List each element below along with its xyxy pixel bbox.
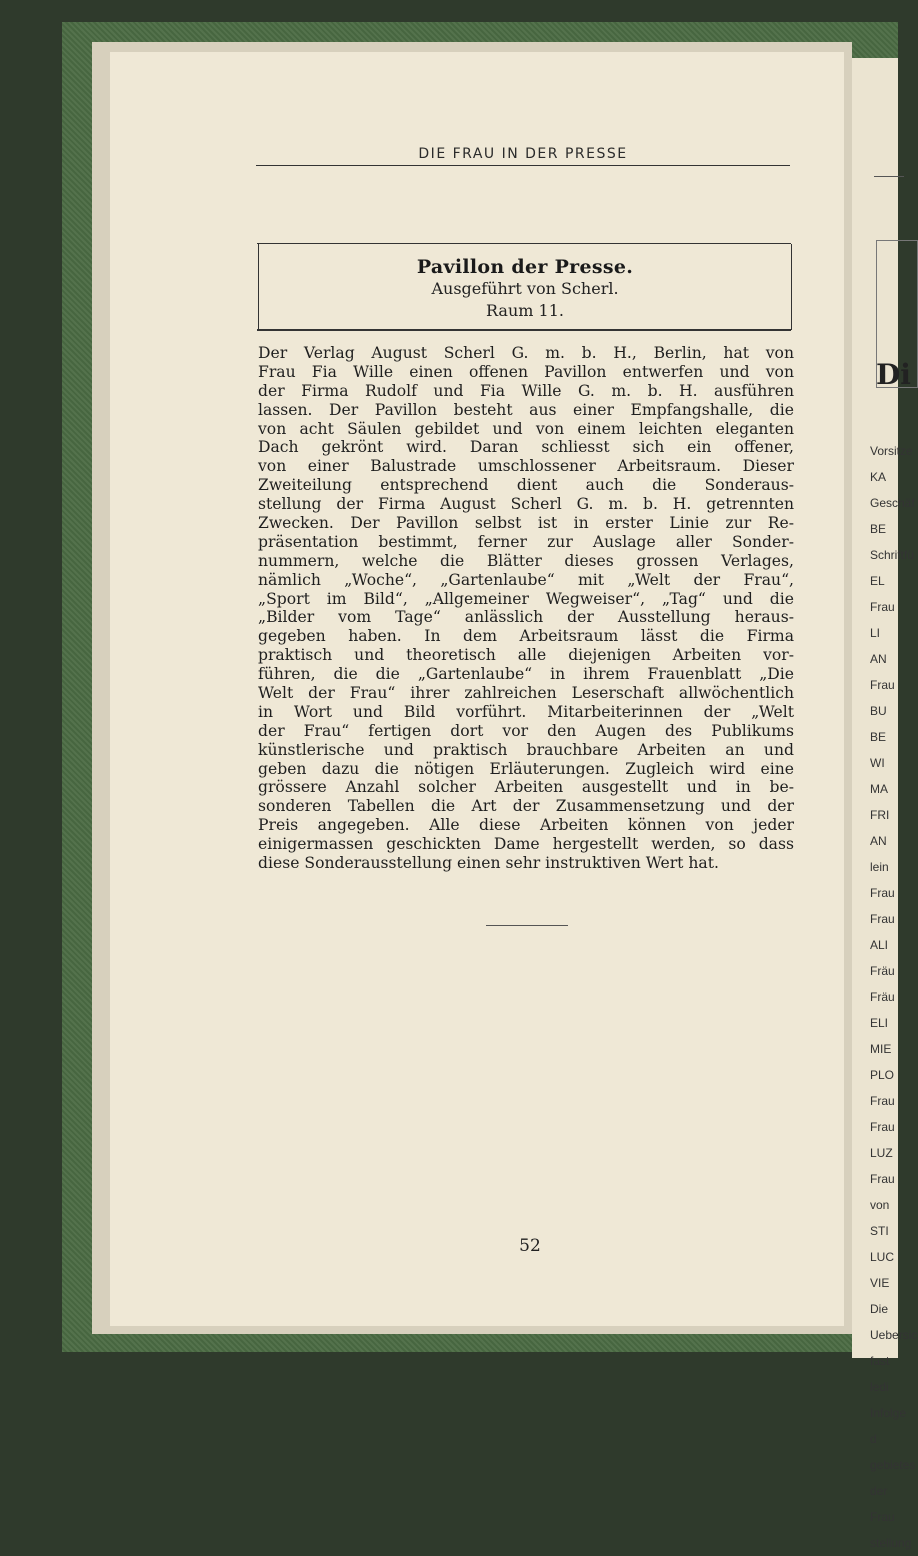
next-page-line: gebietes xyxy=(870,1458,916,1472)
article-room: Raum 11. xyxy=(486,301,564,320)
body-line: „Bilder vom Tage“ anlässlich der Ausstellung heraus- xyxy=(258,608,794,627)
next-page-line: AN xyxy=(870,652,887,666)
next-page-line: Schriftfü xyxy=(870,548,915,562)
next-page-line: WI xyxy=(870,756,885,770)
next-page-line: Frau xyxy=(870,912,895,926)
next-page-line: KA xyxy=(870,470,887,484)
next-page-line: der Frau xyxy=(870,1484,895,1524)
body-line: gegeben haben. In dem Arbeitsraum lässt die Firma xyxy=(258,627,794,646)
body-line: in Wort und Bild vorführt. Mitarbeiterinnen der „Welt xyxy=(258,702,794,721)
body-line: der Frau“ fertigen dort vor den Augen des Publikums xyxy=(258,721,794,740)
body-line: praktisch und theoretisch alle diejenigen Arbeiten vor- xyxy=(258,646,794,665)
body-line: diese Sonderausstellung einen sehr instruktiven Wert hat. xyxy=(258,854,719,873)
title-box-top-rule xyxy=(257,243,791,244)
next-page-line: lein xyxy=(870,860,889,874)
body-line: der Firma Rudolf und Fia Wille G. m. b. H. ausführen xyxy=(258,381,794,400)
next-page-line: Fräu xyxy=(870,964,895,978)
body-line: Frau Fia Wille einen offenen Pavillon entwerfen und von xyxy=(258,362,794,381)
next-page-line: FRI xyxy=(870,808,890,822)
next-page-line: Geschäf xyxy=(870,496,915,510)
running-head: DIE FRAU IN DER PRESSE xyxy=(418,146,628,162)
next-page-line: Infolge d xyxy=(870,1406,907,1446)
body-line: präsentation bestimmt, ferner zur Auslage aller Sonder- xyxy=(258,532,794,551)
next-page-heading: Di xyxy=(876,358,911,391)
next-page-line: Frau xyxy=(870,678,895,692)
body-line: nämlich „Woche“, „Gartenlaube“ mit „Welt der Frau“, xyxy=(258,570,794,589)
next-page-line: AN xyxy=(870,834,887,848)
article-title: Pavillon der Presse. xyxy=(416,256,634,278)
body-line: Zweiteilung entsprechend dient auch die Sonderaus- xyxy=(258,476,794,495)
next-page-line: Frau LI xyxy=(870,600,895,640)
body-line: künstlerische und praktisch brauchbare Arbeiten an und xyxy=(258,740,794,759)
body-line: grössere Anzahl solcher Arbeiten ausgestellt und in be- xyxy=(258,778,794,797)
next-page-line: BE xyxy=(870,730,887,744)
next-page-line: Frau xyxy=(870,886,895,900)
next-page-line: Uebersic xyxy=(870,1328,918,1342)
page-number: 52 xyxy=(519,1236,541,1256)
next-page-line: BE xyxy=(870,522,887,536)
next-page-line: EL xyxy=(870,574,885,588)
body-line: von einer Balustrade umschlossener Arbeitsraum. Dieser xyxy=(258,457,794,476)
body-line: Welt der Frau“ ihrer zahlreichen Leserschaft allwöchentlich xyxy=(258,684,794,703)
next-page-text xyxy=(870,438,918,1556)
next-page-line: VIE xyxy=(870,1276,890,1290)
body-line: nummern, welche die Blätter dieses grossen Verlages, xyxy=(258,551,794,570)
body-line: einigermassen geschickten Dame hergestellt werden, so dass xyxy=(258,835,794,854)
next-page-line: STI xyxy=(870,1224,889,1238)
title-box xyxy=(258,244,792,330)
body-line: sonderen Tabellen die Art der Zusammensetzung und der xyxy=(258,797,794,816)
body-line: lassen. Der Pavillon besteht aus einer Empfangshalle, die xyxy=(258,400,794,419)
next-page-line: LUC xyxy=(870,1250,895,1264)
body-line: Der Verlag August Scherl G. m. b. H., Berlin, hat von xyxy=(258,344,794,362)
next-page-line: ELI xyxy=(870,1016,889,1030)
body-line: Preis angegeben. Alle diese Arbeiten können von jeder xyxy=(258,816,794,835)
body-line: Dach gekrönt wird. Daran schliesst sich ein offener, xyxy=(258,438,794,457)
next-page-line: fast ledi xyxy=(870,1354,890,1394)
next-page-line: PLO xyxy=(870,1068,895,1082)
next-page-line: von xyxy=(870,1198,890,1212)
body-line: stellung der Firma August Scherl G. m. b. H. getrennten xyxy=(258,495,794,514)
next-page-line: Fräu xyxy=(870,990,895,1004)
next-page-line: MIE xyxy=(870,1042,892,1056)
article-subtitle: Ausgeführt von Scherl. xyxy=(431,279,619,298)
next-page-line: ALI xyxy=(870,938,889,952)
body-line: Zwecken. Der Pavillon selbst ist in erster Linie zur Re- xyxy=(258,514,794,533)
body-line: geben dazu die nötigen Erläuterungen. Zugleich wird eine xyxy=(258,759,794,778)
next-page-line: Frau xyxy=(870,1120,895,1134)
body-line: von acht Säulen gebildet und von einem leichten eleganten xyxy=(258,419,794,438)
next-page-edge xyxy=(852,58,918,1550)
running-head-rule xyxy=(256,165,790,166)
next-page-rule xyxy=(874,176,904,177)
end-rule xyxy=(486,925,568,926)
next-page-line: BU xyxy=(870,704,887,718)
next-page-line: LUZ xyxy=(870,1146,893,1160)
title-box-bottom-rule xyxy=(257,329,791,331)
next-page-line: stellung xyxy=(870,1536,912,1550)
body-line: führen, die die „Gartenlaube“ in ihrem Frauenblatt „Die xyxy=(258,665,794,684)
next-page-line: Frau xyxy=(870,1172,895,1186)
next-page-line: MA xyxy=(870,782,888,796)
body-line: „Sport im Bild“, „Allgemeiner Wegweiser“, „Tag“ und die xyxy=(258,589,794,608)
article-body xyxy=(258,344,794,873)
next-page-line: Die xyxy=(870,1302,889,1316)
next-page-line: Frau xyxy=(870,1094,895,1108)
next-page-line: Vorsitze xyxy=(870,444,913,458)
